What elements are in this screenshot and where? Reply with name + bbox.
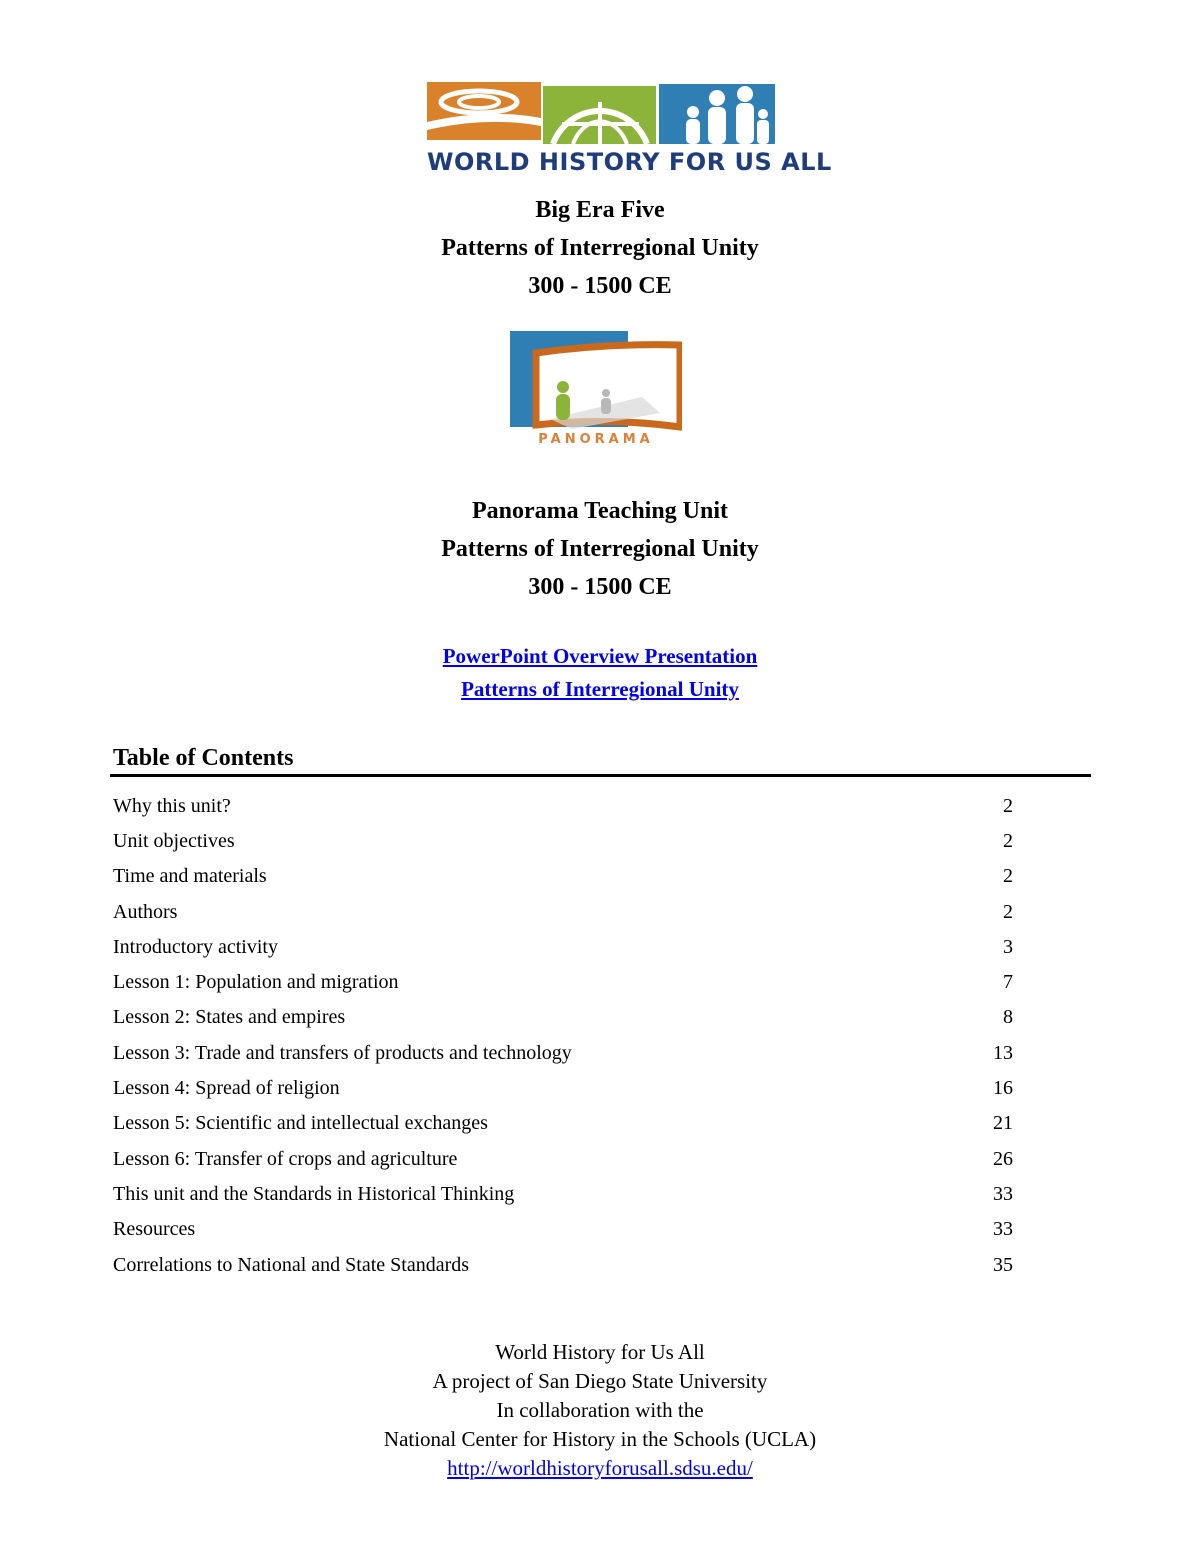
toc-divider (110, 774, 1091, 777)
panorama-logo (510, 331, 682, 451)
unit-title-block (0, 492, 1200, 606)
toc-entry-page: 2 (1003, 865, 1013, 888)
toc-entry-label: Unit objectives (113, 829, 235, 852)
world-history-for-us-all-logo (427, 82, 832, 178)
toc-entry[interactable] (113, 929, 1013, 964)
toc-entry[interactable] (113, 823, 1013, 858)
footer-university: A project of San Diego State University (432, 1369, 768, 1393)
panorama-figure-head-1 (557, 381, 569, 393)
toc-entry[interactable] (113, 1247, 1013, 1282)
toc-entry-page: 7 (1003, 971, 1013, 994)
toc-entry-label: Time and materials (113, 865, 267, 888)
logo-person-body-1 (708, 107, 726, 144)
panorama-figure-body-1 (556, 394, 570, 420)
logo-person-body-3 (686, 119, 700, 144)
logo-person-body-4 (757, 120, 769, 144)
toc-entry-label: Lesson 3: Trade and transfers of products and technology (113, 1041, 572, 1064)
era-title-block (0, 191, 1200, 305)
toc-entry-label: Resources (113, 1218, 196, 1241)
powerpoint-presentation-link[interactable]: PowerPoint Overview Presentation (442, 644, 758, 668)
panorama-figure-body-2 (601, 398, 611, 414)
toc-entry-label: Correlations to National and State Standards (113, 1253, 470, 1276)
era-date-range: 300 - 1500 CE (528, 273, 672, 299)
toc-entry-page: 35 (993, 1253, 1013, 1276)
footer-center: National Center for History in the Schools (UCLA) (383, 1427, 817, 1451)
toc-entry[interactable] (113, 1141, 1013, 1176)
toc-entry[interactable] (113, 788, 1013, 823)
toc-entry-label: Why this unit? (113, 794, 231, 817)
presentation-links (0, 640, 1200, 706)
toc-entry[interactable] (113, 859, 1013, 894)
era-title: Big Era Five (535, 197, 665, 223)
toc-entry-label: Authors (113, 900, 178, 923)
toc-entry[interactable] (113, 894, 1013, 929)
unit-date-range: 300 - 1500 CE (528, 574, 672, 600)
toc-entry-page: 21 (993, 1112, 1013, 1135)
unit-subtitle: Patterns of Interregional Unity (441, 536, 759, 562)
presentation-subtitle-link[interactable]: Patterns of Interregional Unity (461, 677, 739, 701)
toc-entry-label: Lesson 6: Transfer of crops and agriculture (113, 1147, 458, 1170)
toc-entry-page: 26 (993, 1147, 1013, 1170)
toc-entry[interactable] (113, 1035, 1013, 1070)
toc-entry-page: 8 (1003, 1006, 1013, 1029)
panorama-figure-head-2 (602, 389, 610, 397)
toc-entry-page: 2 (1003, 829, 1013, 852)
toc-entry-label: Lesson 1: Population and migration (113, 971, 399, 994)
logo-person-head-4 (758, 109, 768, 119)
toc-entry-page: 16 (993, 1077, 1013, 1100)
footer-website-link[interactable]: http://worldhistoryforusall.sdsu.edu/ (447, 1456, 753, 1480)
logo-graphic (427, 82, 775, 148)
toc-entry-label: Lesson 2: States and empires (113, 1006, 346, 1029)
logo-person-head-1 (709, 90, 725, 106)
toc-entry[interactable] (113, 1212, 1013, 1247)
logo-person-head-2 (737, 86, 753, 102)
toc-entry[interactable] (113, 1176, 1013, 1211)
toc-entry-page: 3 (1003, 935, 1013, 958)
toc-entry-page: 2 (1003, 794, 1013, 817)
toc-entry[interactable] (113, 1070, 1013, 1105)
toc-entry-label: This unit and the Standards in Historical Thinking (113, 1182, 515, 1205)
logo-wordmark: WORLD HISTORY FOR US ALL (427, 148, 832, 176)
footer-project-name: World History for Us All (495, 1340, 705, 1364)
panorama-wordmark: PANORAMA (538, 432, 654, 447)
toc-list (113, 788, 1013, 1282)
toc-entry-label: Introductory activity (113, 935, 278, 958)
footer (0, 1338, 1200, 1483)
era-subtitle: Patterns of Interregional Unity (441, 235, 759, 261)
logo-person-head-3 (687, 106, 699, 118)
toc-entry-label: Lesson 4: Spread of religion (113, 1077, 340, 1100)
unit-title: Panorama Teaching Unit (471, 498, 729, 524)
logo-person-body-2 (736, 103, 754, 144)
toc-entry[interactable] (113, 964, 1013, 999)
toc-entry[interactable] (113, 1106, 1013, 1141)
toc-entry-label: Lesson 5: Scientific and intellectual exchanges (113, 1112, 488, 1135)
toc-entry[interactable] (113, 1000, 1013, 1035)
toc-entry-page: 13 (993, 1041, 1013, 1064)
toc-entry-page: 33 (993, 1218, 1013, 1241)
toc-entry-page: 33 (993, 1182, 1013, 1205)
panorama-graphic (510, 331, 682, 431)
toc-heading: Table of Contents (113, 745, 294, 771)
footer-collaboration: In collaboration with the (496, 1398, 704, 1422)
toc-entry-page: 2 (1003, 900, 1013, 923)
